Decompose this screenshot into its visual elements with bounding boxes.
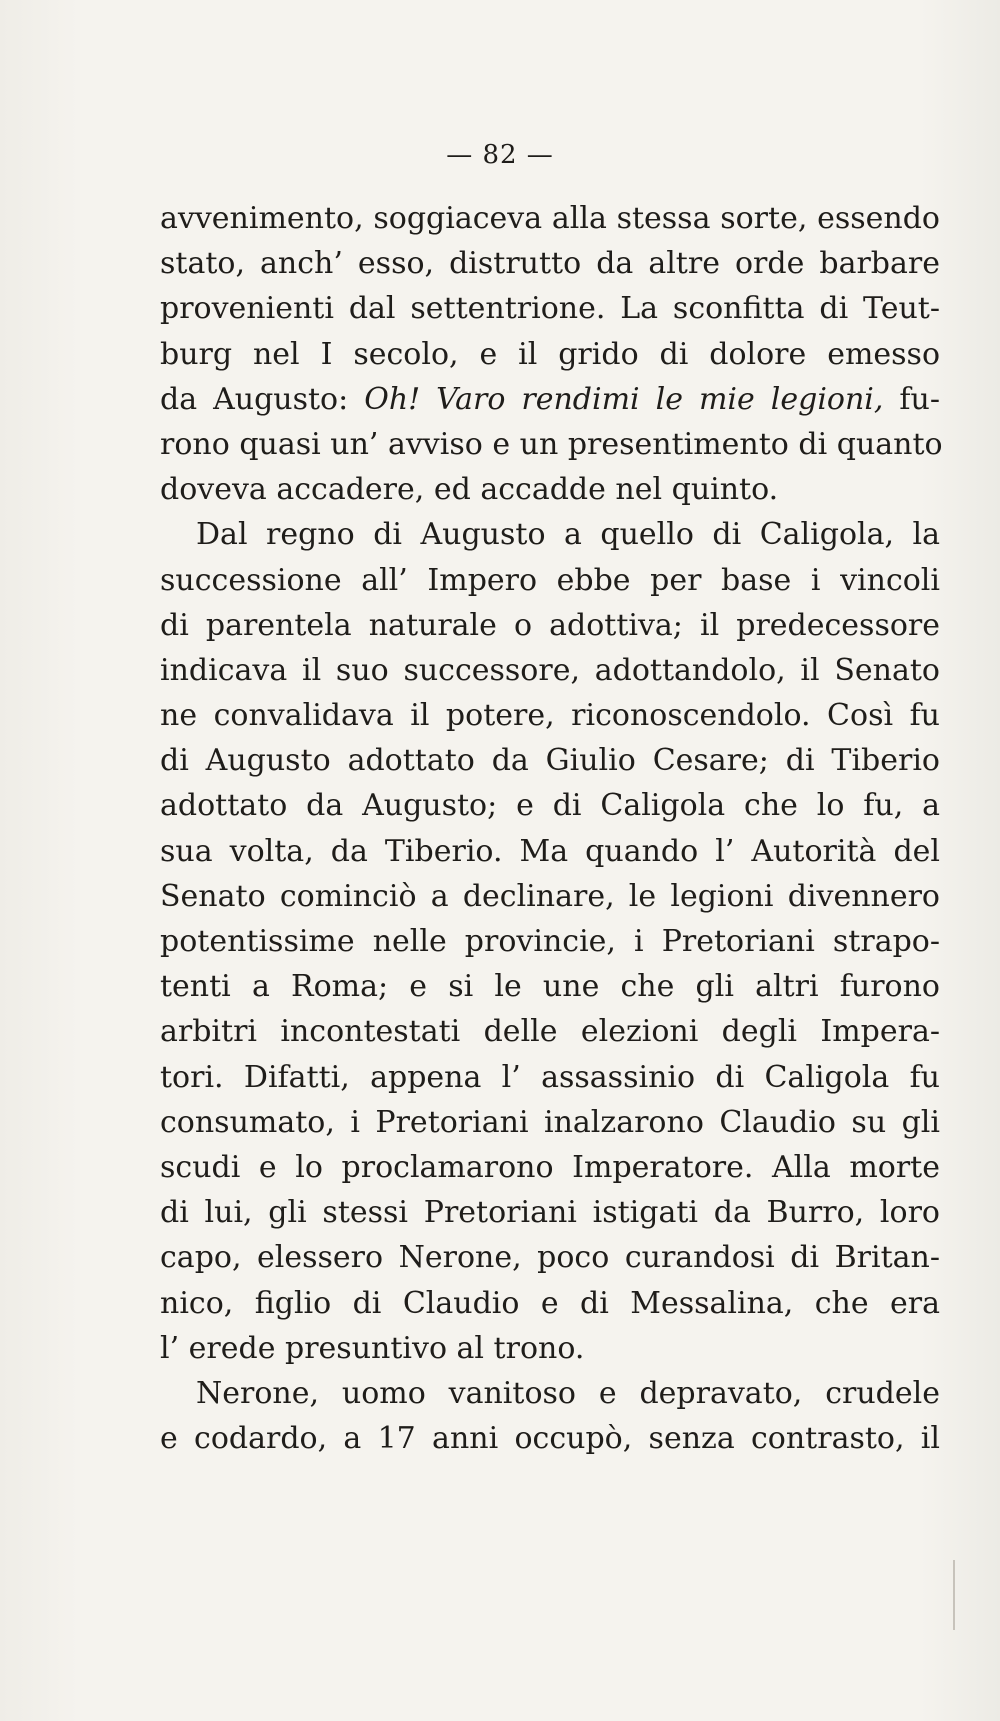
page-number: — 82 — — [446, 140, 554, 170]
text-line: burg nel I secolo, e il grido di dolore emesso — [160, 336, 940, 372]
text-line: indicava il suo successore, adottandolo, il Senato — [160, 652, 940, 688]
paragraph-start-line: Nerone, uomo vanitoso e depravato, crudele — [196, 1375, 940, 1411]
text-line: avvenimento, soggiaceva alla stessa sorte, essendo — [160, 201, 940, 236]
text-line: provenienti dal settentrione. La sconfitta di Teut- — [160, 291, 940, 327]
page-edge-mark — [953, 1560, 955, 1630]
text-line: doveva accadere, ed accadde nel quinto. — [160, 472, 779, 508]
text-line: tori. Difatti, appena l’ assassinio di Caligola fu — [160, 1059, 940, 1095]
text-line: sua volta, da Tiberio. Ma quando l’ Autorità del — [160, 833, 940, 869]
text-line: arbitri incontestati delle elezioni degli Impera- — [160, 1014, 940, 1050]
text-segment: fu- — [883, 381, 940, 417]
body-text — [160, 196, 943, 1461]
text-line: ne convalidava il potere, riconoscendolo. Così fu — [160, 698, 940, 734]
text-line: adottato da Augusto; e di Caligola che lo fu, a — [160, 788, 940, 824]
text-line: di Augusto adottato da Giulio Cesare; di Tiberio — [160, 743, 940, 779]
paragraph-start-line: Dal regno di Augusto a quello di Caligola, la — [196, 517, 940, 553]
text-line: Senato cominciò a declinare, le legioni divennero — [160, 878, 940, 914]
text-line: di lui, gli stessi Pretoriani istigati da Burro, loro — [160, 1195, 940, 1231]
text-line: stato, anch’ esso, distrutto da altre orde barbare — [160, 246, 940, 282]
text-line: successione all’ Impero ebbe per base i vincoli — [160, 562, 940, 598]
text-line: capo, elessero Nerone, poco curandosi di Britan- — [160, 1240, 940, 1276]
text-line: e codardo, a 17 anni occupò, senza contrasto, il — [160, 1421, 940, 1457]
text-line: nico, figlio di Claudio e di Messalina, che era — [160, 1285, 940, 1321]
text-line-with-quotation — [160, 377, 940, 422]
text-line: consumato, i Pretoriani inalzarono Claudio su gli — [160, 1104, 940, 1140]
text-line: scudi e lo proclamarono Imperatore. Alla morte — [160, 1149, 940, 1185]
text-line: rono quasi un’ avviso e un presentimento di quanto — [160, 426, 943, 462]
italic-quotation: Oh! Varo rendimi le mie legioni, — [364, 381, 884, 417]
text-segment: da Augusto: — [160, 381, 365, 417]
text-line: di parentela naturale o adottiva; il predecessore — [160, 607, 940, 643]
text-line: potentissime nelle provincie, i Pretoriani strapo- — [160, 924, 940, 959]
text-line: l’ erede presuntivo al trono. — [160, 1330, 585, 1366]
text-line: tenti a Roma; e si le une che gli altri furono — [160, 969, 940, 1005]
